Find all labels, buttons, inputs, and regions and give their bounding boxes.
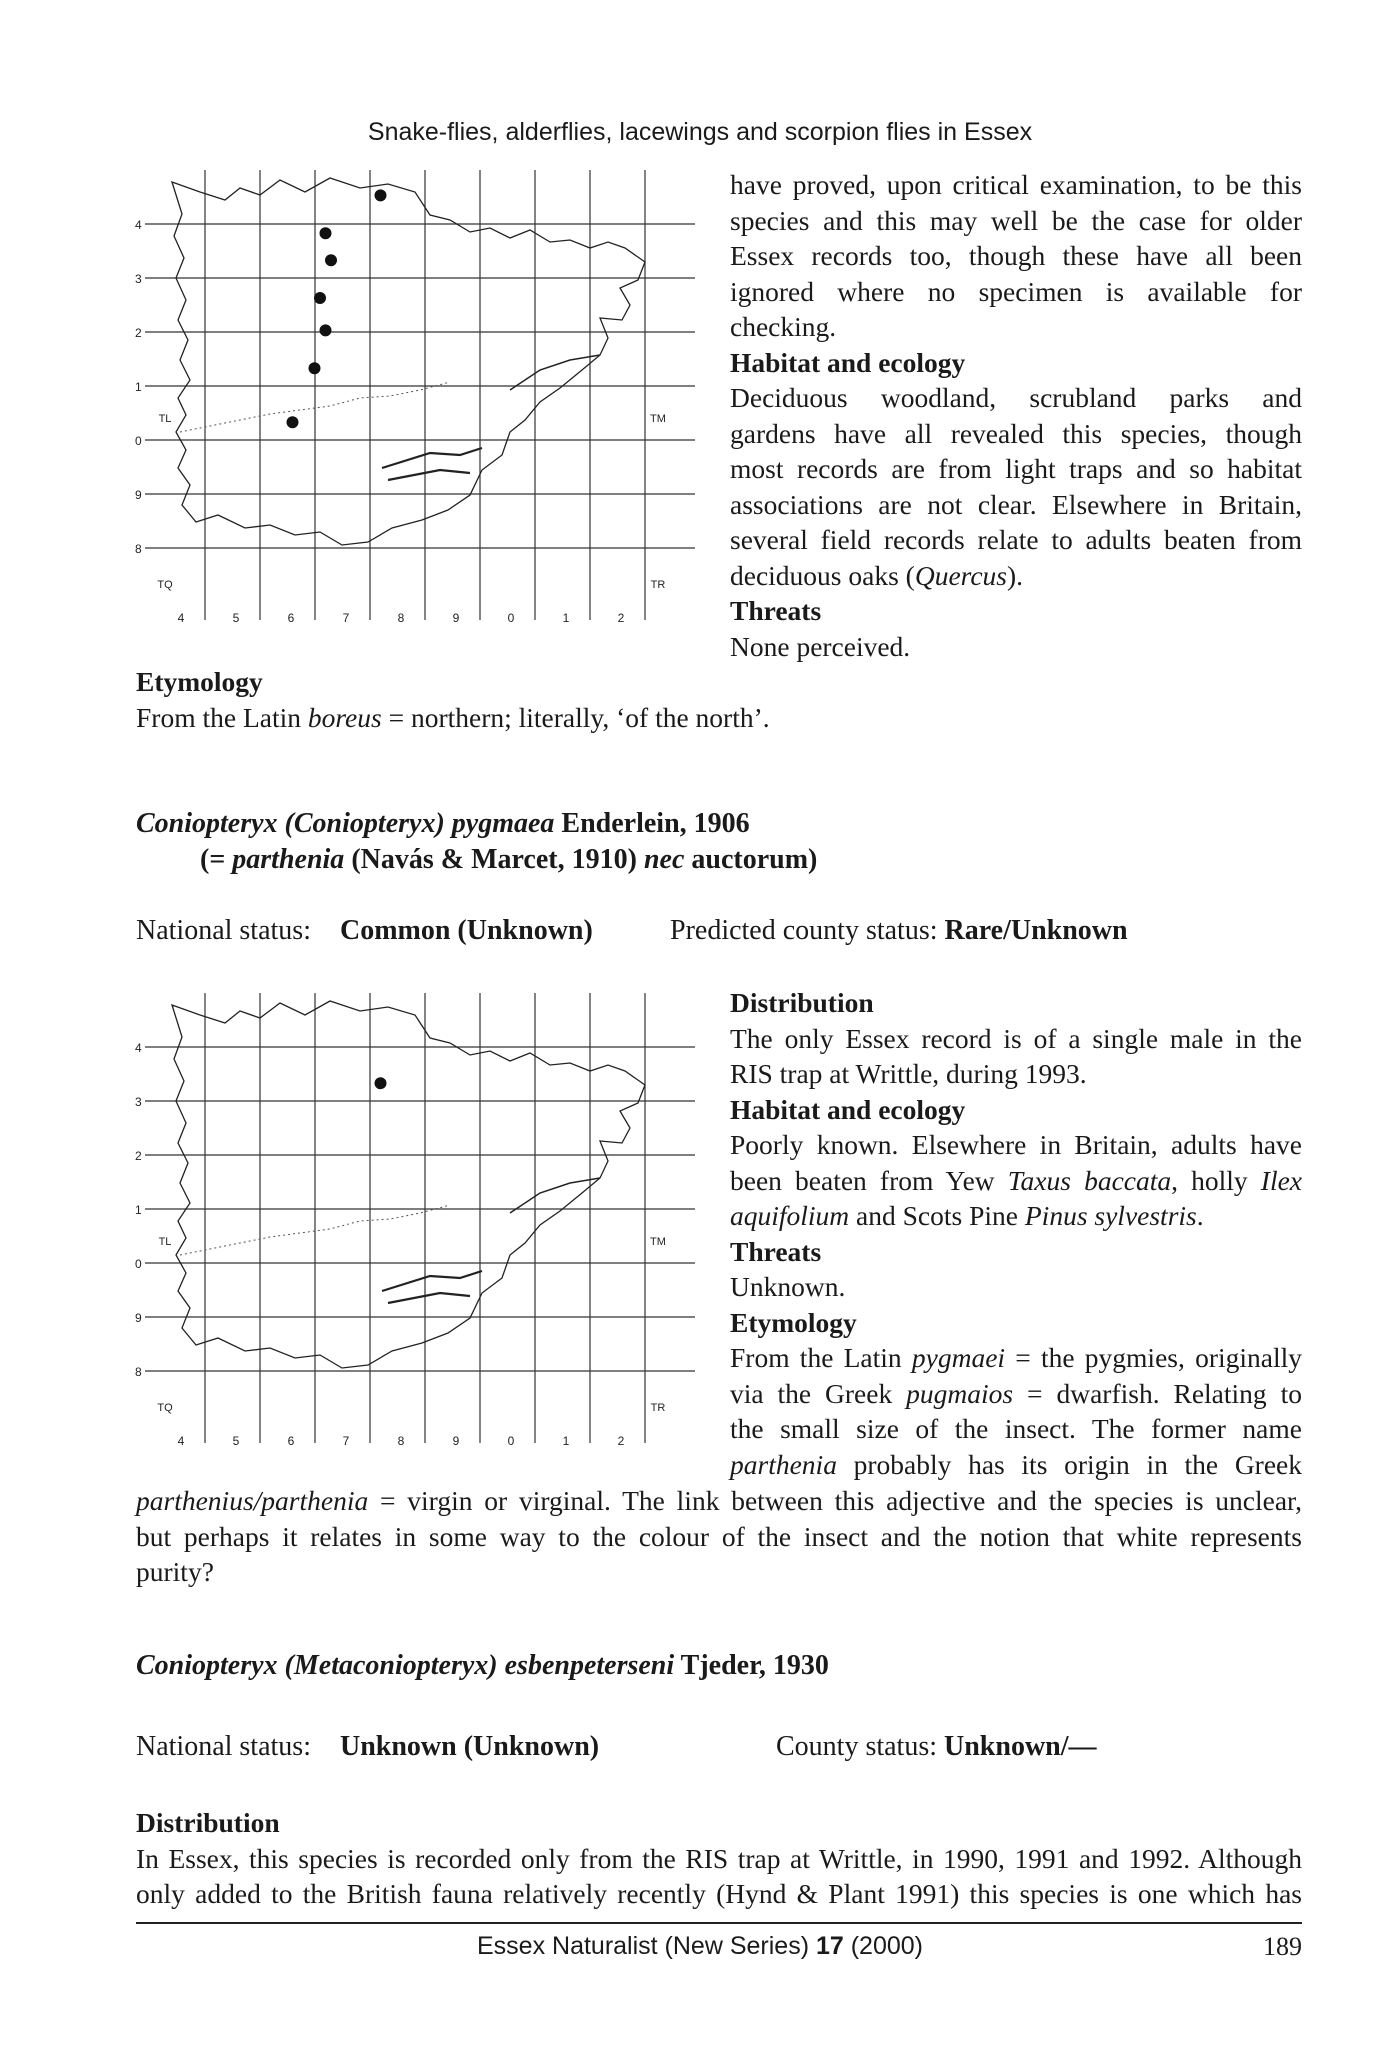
- text-run: (=: [200, 844, 233, 875]
- etymology-text: [136, 700, 1036, 736]
- threats-text: Unknown.: [730, 1271, 846, 1302]
- text-line: but perhaps it relates in some way to the colour of the insect and the notion that white represents: [136, 1520, 1302, 1552]
- text-run: via the Greek: [730, 1377, 907, 1409]
- grid-square-label: TM: [650, 1236, 666, 1248]
- national-status: [136, 915, 593, 947]
- text-line: checking.: [730, 311, 837, 342]
- map-grid: [145, 993, 695, 1443]
- text-run: auctorum): [684, 844, 818, 875]
- row-label: 3: [135, 272, 142, 286]
- estuary-outline: [510, 1178, 600, 1213]
- column-label: 2: [617, 1434, 625, 1448]
- footer-rule: [136, 1922, 1302, 1924]
- species-name: Coniopteryx (Coniopteryx) pygmaea: [136, 808, 555, 839]
- text-run: = dwarfish. Relating to: [1013, 1377, 1302, 1409]
- section1-right-column: [730, 167, 1302, 664]
- text-run: From the Latin: [136, 701, 308, 733]
- text-line: have proved, upon critical examination, to be this: [730, 169, 1302, 200]
- national-status-value: Unknown (Unknown): [339, 1731, 600, 1762]
- row-label: 4: [135, 1041, 142, 1055]
- distribution-heading: Distribution: [136, 1807, 280, 1838]
- text-line: species and this may well be the case for older: [730, 204, 1302, 236]
- running-header: Snake-flies, alderflies, lacewings and scorpion flies in Essex: [367, 118, 1033, 146]
- column-label: 7: [342, 1434, 350, 1448]
- row-label: 2: [135, 1149, 142, 1163]
- column-label: 1: [562, 1434, 570, 1448]
- text-line: RIS trap at Writtle, during 1993.: [730, 1058, 1087, 1089]
- column-label: 0: [507, 1434, 515, 1448]
- threats-heading: Threats: [730, 1235, 822, 1267]
- section1-etymology: [136, 664, 1036, 735]
- text-line: associations are not clear. Elsewhere in Britain,: [730, 488, 1302, 520]
- species-name: parthenia: [730, 1448, 837, 1480]
- text-line: most records are from light traps and so habitat: [730, 453, 1302, 484]
- species-name: Quercus: [914, 559, 1007, 591]
- record-dot: [375, 189, 387, 201]
- national-status-label: National status:: [136, 1731, 311, 1762]
- column-label: 6: [287, 611, 295, 625]
- threats-heading: Threats: [730, 595, 822, 626]
- text-run: and Scots Pine: [849, 1200, 1025, 1231]
- latin-word: pygmaei: [911, 1342, 1006, 1373]
- county-status-label: County status:: [776, 1731, 945, 1762]
- text-run: = virgin or virginal. The link between this adjective and the species is unclear,: [368, 1485, 1302, 1516]
- text-run: , holly: [1171, 1164, 1261, 1196]
- county-outline: [172, 178, 645, 545]
- grid-square-label: TQ: [157, 579, 173, 591]
- text-line: [730, 1376, 1302, 1412]
- text-line: [730, 1447, 1302, 1483]
- etymology-heading: Etymology: [730, 1306, 857, 1338]
- text-run: nec: [643, 844, 685, 875]
- record-dot: [320, 324, 332, 336]
- grid-square-label: TM: [650, 413, 666, 425]
- row-label: 2: [135, 326, 142, 340]
- row-label: 0: [135, 434, 142, 448]
- grid-square-label: TR: [650, 579, 666, 591]
- column-label: 4: [177, 611, 185, 625]
- county-status-value: Unknown/—: [944, 1731, 1097, 1762]
- threats-text: None perceived.: [730, 630, 911, 662]
- section2-right-column: [730, 985, 1302, 1482]
- grid-square-label: TQ: [157, 1402, 173, 1414]
- text-run: = the pygmies, originally: [1005, 1342, 1302, 1373]
- text-line: [730, 1198, 1302, 1234]
- column-label: 8: [397, 1434, 405, 1448]
- record-dot: [325, 254, 337, 266]
- county-outline: [172, 1001, 645, 1368]
- species-name: Ilex: [1260, 1164, 1303, 1196]
- text-run: = northern; literally, ‘of the north’.: [381, 701, 770, 733]
- row-label: 8: [135, 1365, 142, 1379]
- record-dot: [320, 227, 332, 239]
- county-status-value: Rare/Unknown: [944, 915, 1128, 946]
- column-label: 2: [617, 611, 625, 625]
- text-line: [730, 558, 1302, 594]
- column-label: 0: [507, 611, 515, 625]
- section3-distribution: [136, 1805, 1302, 1912]
- row-label: 8: [135, 542, 142, 556]
- text-line: the small size of the insect. The former name: [730, 1413, 1302, 1444]
- species-title: [136, 808, 750, 840]
- species-name: Coniopteryx (Metaconiopteryx) esbenpeterseni: [136, 1650, 675, 1681]
- etymology-heading: Etymology: [136, 666, 263, 697]
- column-label: 7: [342, 611, 350, 625]
- species-synonym: [200, 844, 817, 876]
- latin-word: boreus: [307, 701, 382, 733]
- text-run: (Navás & Marcet, 1910): [344, 844, 644, 875]
- text-line: The only Essex record is of a single male in the: [730, 1022, 1302, 1054]
- record-dot: [287, 416, 299, 428]
- county-status: [670, 915, 1128, 947]
- text-line: several field records relate to adults beaten from: [730, 524, 1302, 555]
- grid-square-label: TR: [650, 1402, 666, 1414]
- column-label: 9: [452, 1434, 460, 1448]
- county-status-label: Predicted county status:: [670, 915, 945, 946]
- text-line: only added to the British fauna relatively recently (Hynd & Plant 1991) this species is one which has: [136, 1878, 1302, 1909]
- column-label: 9: [452, 611, 460, 625]
- distribution-map-1: [130, 170, 710, 640]
- text-run: been beaten from Yew: [730, 1164, 1008, 1196]
- species-name: aquifolium: [730, 1200, 850, 1231]
- column-label: 5: [232, 1434, 240, 1448]
- text-run: From the Latin: [730, 1342, 912, 1373]
- species-name: Pinus sylvestris: [1024, 1200, 1197, 1231]
- text-line: [730, 1163, 1302, 1199]
- page-number: 189: [1263, 1932, 1302, 1961]
- species-author: Tjeder, 1930: [674, 1650, 829, 1681]
- county-status: [776, 1731, 1097, 1763]
- text-run: (2000): [843, 1932, 923, 1960]
- text-line: Poorly known. Elsewhere in Britain, adults have: [730, 1129, 1302, 1160]
- habitat-heading: Habitat and ecology: [730, 1093, 966, 1125]
- journal-footer: [0, 1932, 1400, 1961]
- distribution-map-2: [130, 993, 710, 1463]
- section2-etymology-continued: [136, 1483, 1302, 1590]
- text-line: [136, 1483, 1302, 1519]
- national-status: [136, 1731, 599, 1763]
- estuary-outline: [382, 1271, 482, 1303]
- record-dot: [309, 362, 321, 374]
- estuary-outline: [382, 448, 482, 480]
- record-dot: [375, 1077, 387, 1089]
- row-label: 0: [135, 1257, 142, 1271]
- synonym-name: parthenia: [232, 844, 345, 875]
- row-label: 1: [135, 1203, 142, 1217]
- estuary-outline: [510, 355, 600, 390]
- row-label: 1: [135, 380, 142, 394]
- text-run: Essex Naturalist (New Series): [476, 1932, 816, 1960]
- text-line: purity?: [136, 1556, 214, 1587]
- text-line: [730, 1340, 1302, 1376]
- text-line: Essex records too, though these have all been: [730, 240, 1302, 271]
- habitat-heading: Habitat and ecology: [730, 346, 966, 378]
- text-run: probably has its origin in the Greek: [836, 1448, 1302, 1480]
- text-line: gardens have all revealed this species, though: [730, 417, 1302, 449]
- grid-square-label: TL: [158, 1236, 172, 1248]
- species-title: [136, 1650, 829, 1682]
- national-status-value: Common (Unknown): [339, 915, 593, 946]
- volume-number: 17: [815, 1932, 844, 1960]
- row-label: 3: [135, 1095, 142, 1109]
- text-run: deciduous oaks (: [730, 559, 915, 591]
- text-line: Deciduous woodland, scrubland parks and: [730, 382, 1302, 413]
- text-line: ignored where no specimen is available for: [730, 275, 1302, 307]
- map-grid: [145, 170, 695, 620]
- column-label: 1: [562, 611, 570, 625]
- row-label: 9: [135, 488, 142, 502]
- greek-word: pugmaios: [906, 1377, 1014, 1409]
- row-label: 9: [135, 1311, 142, 1325]
- grid-square-label: TL: [158, 413, 172, 425]
- column-label: 8: [397, 611, 405, 625]
- species-name: Taxus baccata: [1007, 1164, 1172, 1196]
- greek-word: parthenius/parthenia: [136, 1485, 369, 1516]
- text-line: In Essex, this species is recorded only from the RIS trap at Writtle, in 1990, 1991 and 1992. Although: [136, 1842, 1302, 1874]
- column-label: 6: [287, 1434, 295, 1448]
- distribution-heading: Distribution: [730, 987, 874, 1018]
- text-run: ).: [1006, 559, 1024, 591]
- row-label: 4: [135, 218, 142, 232]
- national-status-label: National status:: [136, 915, 311, 946]
- column-label: 4: [177, 1434, 185, 1448]
- text-run: .: [1196, 1200, 1204, 1231]
- record-dot: [314, 292, 326, 304]
- column-label: 5: [232, 611, 240, 625]
- species-author: Enderlein, 1906: [554, 808, 750, 839]
